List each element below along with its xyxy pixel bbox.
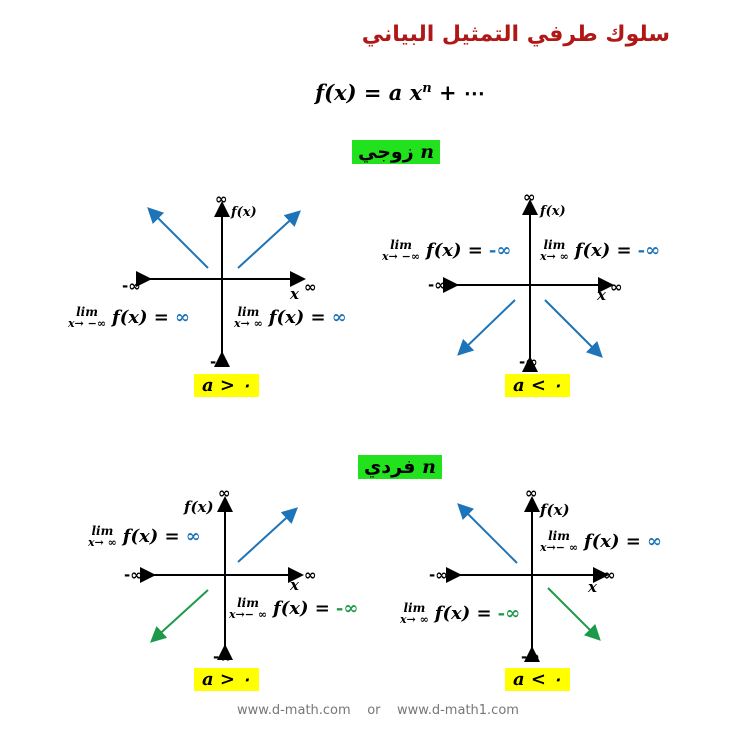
odd-pos-lim-bottom: lim x→− ∞ f(x) = -∞ (229, 596, 359, 621)
even-neg-condition: a < ٠ (505, 374, 570, 397)
formula-exponent: n (422, 81, 432, 96)
right-end-arrow (545, 300, 600, 355)
odd-pos-x-label: x (290, 576, 299, 594)
odd-neg-lim-top: lim x→− ∞ f(x) = ∞ (540, 529, 662, 554)
even-neg-lim-left: lim x→ −∞ f(x) = -∞ (382, 238, 512, 263)
odd-neg-condition: a < ٠ (505, 668, 570, 691)
odd-pos-x-pos-inf: ∞ (304, 566, 317, 584)
odd-pos-x-neg-inf: -∞ (124, 566, 143, 584)
odd-neg-fx: f(x) (540, 501, 570, 519)
graph-odd-neg (458, 500, 605, 650)
even-pos-lim-left: lim x→ −∞ f(x) = ∞ (68, 305, 190, 330)
odd-pos-y-inf: ∞ (218, 484, 231, 502)
even-pos-condition: a > ٠ (194, 374, 259, 397)
even-neg-y-inf: ∞ (523, 188, 536, 206)
graph-even-pos (148, 205, 302, 355)
even-pos-x-label: x (290, 285, 299, 303)
odd-neg-y-inf: ∞ (525, 484, 538, 502)
even-pos-y-inf: ∞ (215, 190, 228, 208)
even-var: n (420, 141, 435, 163)
formula-rhs: + ⋯ (431, 80, 485, 105)
left-end-arrow (150, 210, 208, 268)
even-neg-y-neg-inf: -∞ (519, 353, 538, 371)
odd-pos-y-neg-inf: -∞ (213, 648, 232, 666)
even-neg-x-label: x (597, 286, 606, 304)
odd-neg-x-pos-inf: ∞ (603, 566, 616, 584)
odd-neg-x-neg-inf: -∞ (429, 566, 448, 584)
left-end-arrow (460, 300, 515, 353)
even-pos-fx: f(x) (231, 205, 257, 220)
even-neg-lim-right: lim x→ ∞ f(x) = -∞ (540, 238, 661, 263)
even-pos-x-pos-inf: ∞ (304, 278, 317, 296)
left-end-arrow (153, 590, 208, 640)
odd-neg-y-neg-inf: -∞ (521, 648, 540, 666)
graph-odd-pos (152, 500, 300, 648)
formula-lhs: f(x) = a x (315, 80, 423, 105)
even-pos-y-neg-inf: -∞ (210, 353, 229, 371)
even-neg-x-pos-inf: ∞ (610, 278, 623, 296)
right-end-arrow (238, 510, 295, 562)
even-pos-lim-right: lim x→ ∞ f(x) = ∞ (234, 305, 347, 330)
footer-links: www.d-math.com or www.d-math1.com (237, 703, 519, 718)
odd-neg-x-label: x (588, 578, 597, 596)
even-neg-x-neg-inf: -∞ (428, 276, 447, 294)
odd-var: n (422, 456, 436, 478)
even-neg-fx: f(x) (540, 204, 566, 219)
left-end-arrow (460, 506, 517, 563)
odd-neg-lim-bottom: lim x→ ∞ f(x) = -∞ (400, 601, 521, 626)
graph-even-neg (455, 203, 610, 360)
odd-pos-fx: f(x) (184, 498, 214, 516)
even-pos-x-neg-inf: -∞ (122, 277, 141, 295)
odd-pos-lim-top: lim x→ ∞ f(x) = ∞ (88, 524, 201, 549)
page-title: سلوك طرفي التمثيل البياني (361, 22, 670, 47)
right-end-arrow (238, 213, 298, 268)
even-word: زوجي (358, 141, 414, 163)
odd-word: فردي (364, 456, 416, 478)
odd-pos-condition: a > ٠ (194, 668, 259, 691)
